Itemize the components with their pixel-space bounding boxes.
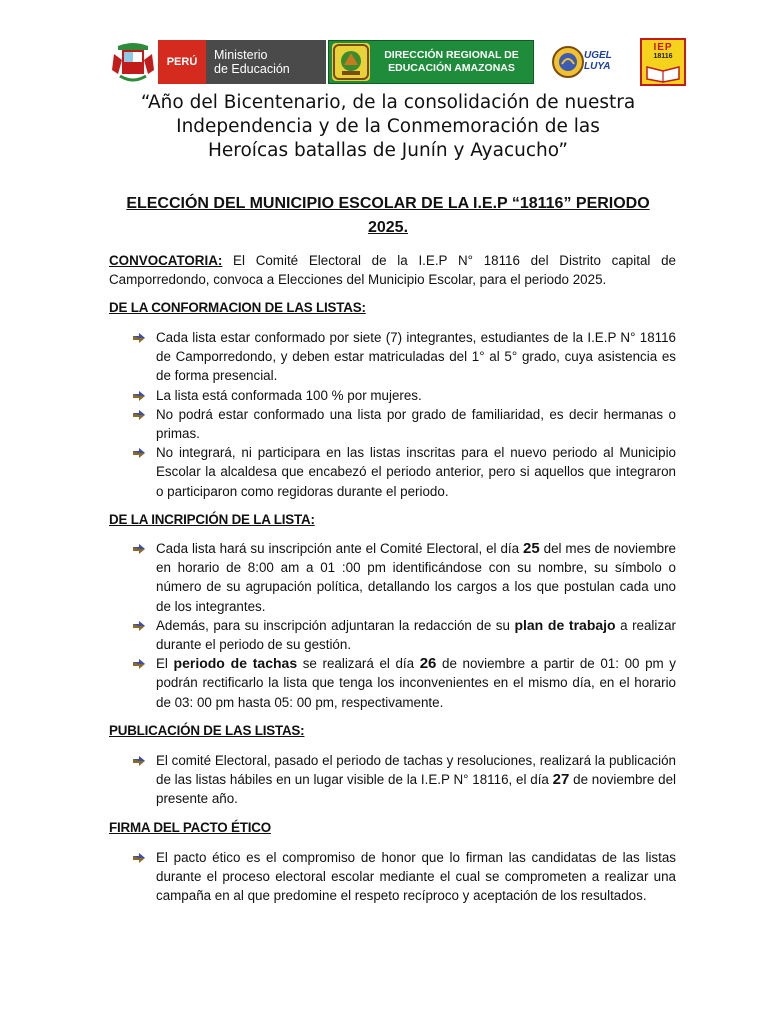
section-pacto-list xyxy=(109,848,676,906)
iep-number: 18116 xyxy=(653,53,673,60)
year-motto xyxy=(100,91,676,163)
list-item: No integrará, ni participara en las listas inscritas para el nuevo periodo al Municipio Escolar la alcaldesa que encabezó el periodo anterior, pero si aquellos que integraron o participaron como regidoras durante el periodo. xyxy=(109,443,676,501)
bullet-arrow-icon xyxy=(133,621,145,631)
section-heading-conformacion: DE LA CONFORMACION DE LAS LISTAS: xyxy=(109,300,366,315)
list-item: Cada lista estar conformado por siete (7) integrantes, estudiantes de la I.E.P N° 18116 de Camporredondo, y deben estar matriculadas del 1° al 5° grado, cuya asistencia es de forma presencial. xyxy=(109,328,676,386)
bullet-arrow-icon xyxy=(133,853,145,863)
bullet-arrow-icon xyxy=(133,410,145,420)
bullet-arrow-icon xyxy=(133,756,145,766)
section-heading-inscripcion: DE LA INCRIPCIÓN DE LA LISTA: xyxy=(109,512,315,527)
iep-18116-logo xyxy=(640,38,686,86)
list-item: La lista está conformada 100 % por mujeres. xyxy=(109,386,676,405)
minedu-label xyxy=(206,40,326,84)
convocatoria-text: El Comité Electoral de la I.E.P N° 18116 del Distrito capital de Camporredondo, convoca a Elecciones del Municipio Escolar, para el periodo 2025. xyxy=(109,253,676,288)
list-item: Además, para su inscripción adjuntaran la redacción de su plan de trabajo a realizar durante el periodo de su gestión. xyxy=(109,616,676,654)
minedu-logo xyxy=(108,40,326,84)
section-inscripcion-list xyxy=(109,539,676,712)
bullet-arrow-icon xyxy=(133,659,145,669)
title-line1: ELECCIÓN DEL MUNICIPIO ESCOLAR DE LA I.E.P “18116” PERIODO xyxy=(126,195,650,212)
dre-emblem-icon xyxy=(332,43,370,81)
bullet-arrow-icon xyxy=(133,391,145,401)
minedu-line1: Ministerio xyxy=(214,48,268,62)
peru-label: PERÚ xyxy=(158,40,206,84)
section-heading-publicacion: PUBLICACIÓN DE LAS LISTAS: xyxy=(109,723,305,738)
ugel-label: UGEL LUYA xyxy=(584,50,612,72)
iep-label: IEP xyxy=(653,42,673,53)
ugel-luya-logo xyxy=(552,40,618,84)
bullet-arrow-icon xyxy=(133,448,145,458)
peru-coat-of-arms-icon xyxy=(108,40,158,84)
iep-book-icon xyxy=(643,61,683,83)
dre-line1: DIRECCIÓN REGIONAL DE xyxy=(384,49,519,61)
list-item: El pacto ético es el compromiso de honor que lo firman las candidatas de las listas durante el proceso electoral escolar mediante el cual se comprometen a realizar una campaña en al que predomine el respeto recíproco y aceptación de los resultados. xyxy=(109,848,676,906)
bullet-arrow-icon xyxy=(133,333,145,343)
list-item: El periodo de tachas se realizará el día 26 de noviembre a partir de 01: 00 pm y podrán rectificarlo la lista que tenga los inconvenientes en el mismo día, en el horario de 03: 00 pm hasta 05: 00 pm, respectivamente. xyxy=(109,654,676,712)
section-heading-pacto: FIRMA DEL PACTO ÉTICO xyxy=(109,820,271,835)
title-line2: 2025. xyxy=(367,219,409,236)
list-item: El comité Electoral, pasado el periodo de tachas y resoluciones, realizará la publicación de las listas hábiles en un lugar visible de la I.E.P N° 18116, el día 27 de noviembre del presente año. xyxy=(109,751,676,809)
dre-label xyxy=(370,49,533,75)
motto-line2: Independencia y de la Conmemoración de las xyxy=(176,116,600,137)
section-publicacion-list xyxy=(109,751,676,809)
dre-amazonas-logo xyxy=(328,40,534,84)
convocatoria-paragraph xyxy=(109,251,676,289)
minedu-line2: de Educación xyxy=(214,62,290,76)
motto-line3: Heroícas batallas de Junín y Ayacucho” xyxy=(208,140,568,161)
list-item: Cada lista hará su inscripción ante el Comité Electoral, el día 25 del mes de noviembre en horario de 8:00 am a 01 :00 pm identificándose con su nombre, su símbolo o número de su agrupación política, detallando los cargos a los que postulan cada uno de los integrantes. xyxy=(109,539,676,616)
section-conformacion-list xyxy=(109,328,676,501)
list-item: No podrá estar conformado una lista por grado de familiaridad, es decir hermanas o primas. xyxy=(109,405,676,443)
motto-line1: “Año del Bicentenario, de la consolidación de nuestra xyxy=(140,92,636,113)
convocatoria-label: CONVOCATORIA: xyxy=(109,253,223,268)
header-logos xyxy=(108,38,688,88)
document-title xyxy=(100,192,676,240)
bullet-arrow-icon xyxy=(133,544,145,554)
dre-line2: EDUCACIÓN AMAZONAS xyxy=(388,62,515,74)
